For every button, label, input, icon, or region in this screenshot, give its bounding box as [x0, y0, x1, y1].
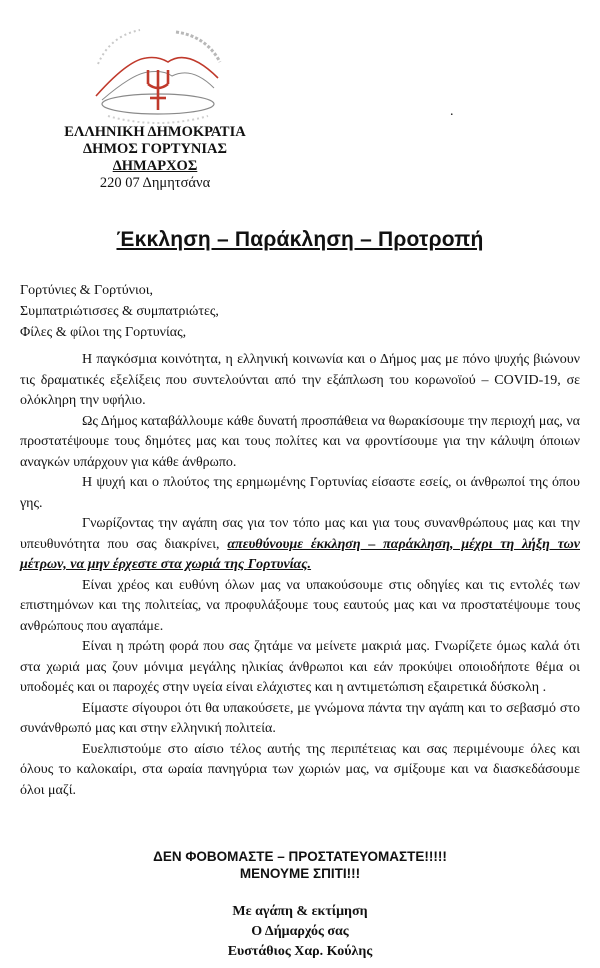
appeal-emphasis: απευθύνουμε έκκληση – παράκληση, μέχρι τη λήξη των μέτρων, να μην έρχεστε στα χωριά της Γορτυνίας.: [20, 536, 581, 572]
monogram-icon: [148, 70, 168, 110]
document-title: Έκκληση – Παράκληση – Προτροπή: [116, 228, 484, 251]
greeting-line: Συμπατριώτισσες & συμπατριώτες,: [20, 304, 219, 319]
paragraph: Η παγκόσμια κοινότητα, η ελληνική κοινωνία και ο Δήμος μας με πόνο ψυχής βιώνουν τις δραματικές εξελίξεις που συντελούνται από την εξάπλωση του κορωνοϊού – COVID-19, σε ολόκληρη την υφήλιο.: [20, 352, 580, 408]
paragraph: Είμαστε σίγουροι ότι θα υπακούσετε, με γνώμονα πάντα την αγάπη και το σεβασμό στο συνάνθρωπό μας και στην ελληνική πολιτεία.: [20, 700, 580, 736]
header-address: 220 07 Δημητσάνα: [99, 175, 211, 191]
signature-block: [0, 902, 600, 962]
header-republic: ΕΛΛΗΝΙΚΗ ΔΗΜΟΚΡΑΤΙΑ: [64, 124, 246, 140]
signature-name: Ευστάθιος Χαρ. Κούλης: [227, 944, 373, 959]
slogan-line: ΔΕΝ ΦΟΒΟΜΑΣΤΕ – ΠΡΟΣΤΑΤΕΥΟΜΑΣΤΕ!!!!!: [153, 849, 447, 864]
letter-body: [20, 350, 580, 801]
signature-line: Με αγάπη & εκτίμηση: [232, 904, 368, 919]
paragraph: Η ψυχή και ο πλούτος της ερημωμένης Γορτυνίας είσαστε εσείς, οι άνθρωποί της όπου γης.: [20, 475, 580, 511]
slogan-line: ΜΕΝΟΥΜΕ ΣΠΙΤΙ!!!: [239, 866, 361, 881]
greeting-line: Γορτύνιες & Γορτύνιοι,: [20, 283, 154, 298]
logo-bottom-arc: [108, 116, 208, 123]
header-municipality: ΔΗΜΟΣ ΓΟΡΤΥΝΙΑΣ: [82, 141, 227, 157]
municipality-logo: [88, 18, 230, 126]
header-mayor: ΔΗΜΑΡΧΟΣ: [112, 158, 198, 174]
paragraph-text: Γνωρίζοντας την αγάπη σας για τον τόπο μας και για τους συνανθρώπους μας και την υπευθυνότητα που σας διακρίνει,: [20, 516, 580, 552]
greeting-block: [20, 280, 580, 343]
paragraph: Είναι χρέος και ευθύνη όλων μας να υπακούσουμε στις οδηγίες και τις εντολές των επιστημόνων και της πολιτείας, να προφυλάξουμε τους εαυτούς μας και να προστατέψουμε τους ανθρώπους που αγαπάμε.: [20, 577, 580, 634]
closing-slogan: [0, 848, 600, 882]
paragraph: Ως Δήμος καταβάλλουμε κάθε δυνατή προσπάθεια να θωρακίσουμε την περιοχή μας, να προστατέψουμε τους δημότες μας και τους πολίτες και να φροντίσουμε για την κάλυψη όποιων αναγκών υπάρχουν για κάθε άνθρωπο.: [20, 413, 580, 470]
issuer-header: [20, 124, 290, 192]
paragraph: Ευελπιστούμε στο αίσιο τέλος αυτής της περιπέτειας και σας περιμένουμε όλες και όλους το καλοκαίρι, στα ωραία πανηγύρια των χωριών μας, να σμίξουμε και να διασκεδάσουμε όλοι μαζί.: [20, 741, 580, 798]
paragraph: [20, 514, 580, 576]
greeting-line: Φίλες & φίλοι της Γορτυνίας,: [20, 325, 187, 340]
logo-lettering-arc-left: [98, 30, 140, 64]
signature-line: Ο Δήμαρχός σας: [251, 924, 349, 939]
paragraph: Είναι η πρώτη φορά που σας ζητάμε να μείνετε μακριά μας. Γνωρίζετε όμως καλά ότι στα χωριά μας ζουν μόνιμα μεγάλης ηλικίας άνθρωποι και εάν προκύψει οποιοδήποτε θέμα οι υποδομές και οι παροχές στην υγεία είναι ελάχιστες και η αντιμετώπιση εξαιρετικά δύσκολη .: [20, 639, 580, 695]
stray-mark: .: [450, 104, 454, 119]
